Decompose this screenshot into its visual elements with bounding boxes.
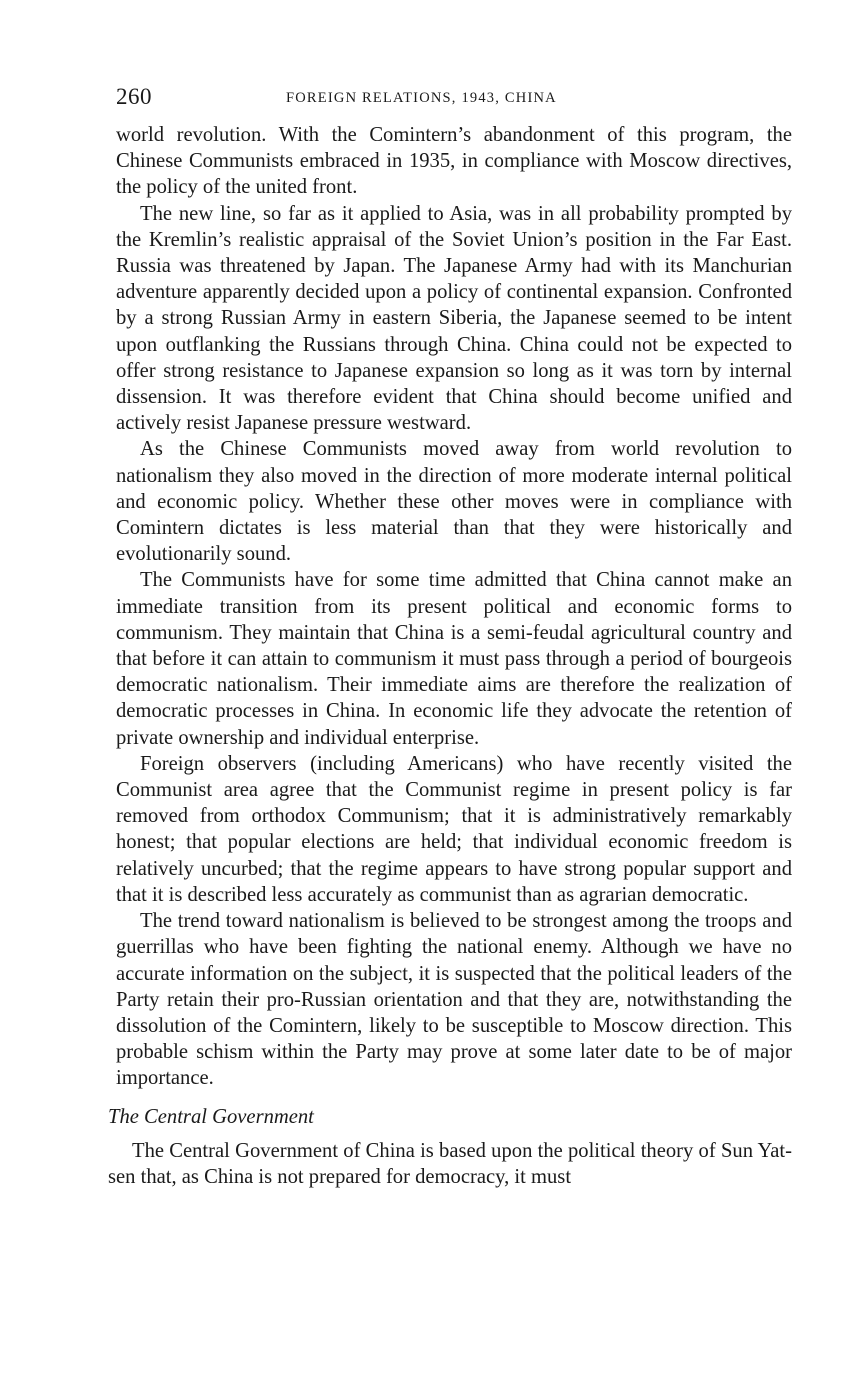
paragraph-3: As the Chinese Communists moved away from world revolution to nationalism they also moved in the direction of more moderate internal political and economic policy. Whether these other moves were in compliance with Comintern dictates is less material than that they were historically and evolutionarily sound. [116, 438, 792, 566]
section-paragraph: The Central Government of China is based upon the political theory of Sun Yat-sen that, as China is not prepared for democracy, it must [108, 1139, 792, 1188]
body-text [108, 122, 792, 1190]
paragraph-4: The Communists have for some time admitted that China cannot make an immediate transition from its present political and economic forms to communism. They maintain that China is a semi-feudal agricultural country and that before it can attain to communism it must pass through a period of bourgeois democratic nationalism. Their immediate aims are therefore the realization of democratic processes in China. In economic life they advocate the retention of private ownership and individual enterprise. [116, 569, 792, 749]
paragraph-5: Foreign observers (including Americans) who have recently visited the Communist area agree that the Communist regime in present policy is far removed from orthodox Communism; that it is administratively remarkably honest; that popular elections are held; that individual economic freedom is relatively uncurbed; that the regime appears to have strong popular support and that it is described less accurately as communist than as agrarian democratic. [116, 752, 792, 906]
paragraph-6: The trend toward nationalism is believed to be strongest among the troops and guerrillas who have been fighting the national enemy. Although we have no accurate information on the subject, it is suspected that the political leaders of the Party retain their pro-Russian orientation and that they are, notwithstanding the dissolution of the Comintern, likely to be susceptible to Moscow direction. This probable schism within the Party may prove at some later date to be of major importance. [116, 910, 792, 1090]
paragraph-2: The new line, so far as it applied to Asia, was in all probability prompted by the Kremlin’s realistic appraisal of the Soviet Union’s position in the Far East. Russia was threatened by Japan. The Japanese Army had with its Manchurian adventure apparently decided upon a policy of continental expansion. Confronted by a strong Russian Army in eastern Siberia, the Japanese seemed to be intent upon outflanking the Russians through China. China could not be expected to offer strong resistance to Japanese expansion so long as it was torn by internal dissension. It was therefore evident that China should become unified and actively resist Japanese pressure westward. [116, 202, 792, 435]
running-head: FOREIGN RELATIONS, 1943, CHINA [286, 90, 557, 106]
page-header [116, 84, 792, 120]
document-page [108, 84, 792, 1190]
paragraph-1: world revolution. With the Comintern’s abandonment of this program, the Chinese Communists embraced in 1935, in compliance with Moscow directives, the policy of the united front. [116, 124, 792, 199]
section-heading: The Central Government [108, 1105, 314, 1128]
page-number: 260 [116, 84, 152, 109]
